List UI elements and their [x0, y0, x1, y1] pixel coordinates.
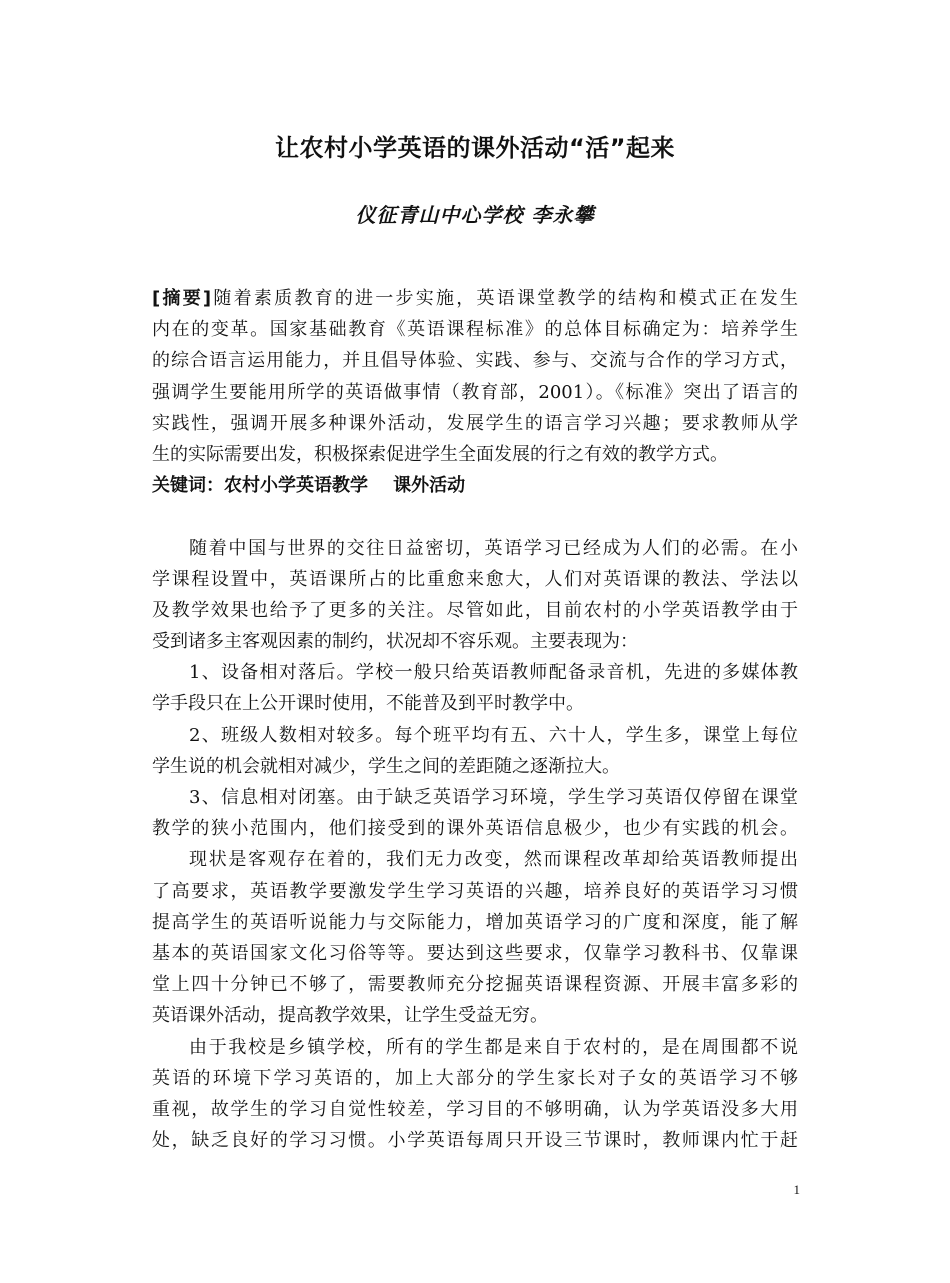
abstract-line: 强调学生要能用所学的英语做事情（教育部，2001）。《标准》突出了语言的	[152, 381, 798, 403]
list-item-line: 学手段只在上公开课时使用，不能普及到平时教学中。	[152, 693, 584, 715]
keywords-label: 关键词：	[152, 475, 224, 497]
paragraph-line: 学课程设置中，英语课所占的比重愈来愈大，人们对英语课的教法、学法以	[152, 568, 798, 590]
paragraph-line: 随着中国与世界的交往日益密切，英语学习已经成为人们的必需。在小	[189, 537, 798, 559]
paragraph-line: 处，缺乏良好的学习习惯。小学英语每周只开设三节课时，教师课内忙于赶	[152, 1130, 798, 1152]
abstract-label: [摘要]	[152, 288, 212, 309]
paragraph-line: 重视，故学生的学习自觉性较差，学习目的不够明确，认为学英语没多大用	[152, 1098, 798, 1120]
paragraph-line: 了高要求，英语教学要激发学生学习英语的兴趣，培养良好的英语学习习惯	[152, 880, 798, 902]
keywords-value: 农村小学英语教学 课外活动	[224, 475, 466, 497]
paragraph-line: 受到诸多主客观因素的制约，状况却不容乐观。主要表现为：	[152, 631, 638, 653]
keywords-line	[152, 470, 798, 501]
list-item-line: 教学的狭小范围内，他们接受到的课外英语信息极少，也少有实践的机会。	[152, 818, 798, 840]
abstract-line: 实践性，强调开展多种课外活动，发展学生的语言学习兴趣；要求教师从学	[152, 412, 798, 434]
paragraph-gap	[152, 501, 798, 532]
paragraph-line: 堂上四十分钟已不够了，需要教师充分挖掘英语课程资源、开展丰富多彩的	[152, 974, 798, 996]
paragraph-line: 现状是客观存在着的，我们无力改变，然而课程改革却给英语教师提出	[189, 849, 798, 871]
list-item-line: 3、信息相对闭塞。由于缺乏英语学习环境，学生学习英语仅停留在课堂	[189, 787, 798, 808]
paragraph-line: 提高学生的英语听说能力与交际能力，增加英语学习的广度和深度，能了解	[152, 911, 798, 933]
paragraph-line: 由于我校是乡镇学校，所有的学生都是来自于农村的，是在周围都不说	[189, 1036, 798, 1058]
list-item-line: 学生说的机会就相对减少，学生之间的差距随之逐渐拉大。	[152, 755, 620, 777]
paragraph-line: 基本的英语国家文化习俗等等。要达到这些要求，仅靠学习教科书、仅靠课	[152, 942, 798, 964]
document-title: 让农村小学英语的课外活动“活”起来	[274, 134, 676, 162]
abstract-line: 生的实际需要出发，积极探索促进学生全面发展的行之有效的教学方式。	[152, 443, 728, 465]
abstract-line: 内在的变革。国家基础教育《英语课程标准》的总体目标确定为：培养学生	[152, 319, 798, 341]
paragraph-line: 及教学效果也给予了更多的关注。尽管如此，目前农村的小学英语教学由于	[152, 599, 798, 621]
author-line: 仪征青山中心学校 李永攀	[355, 203, 595, 227]
abstract-line	[152, 283, 798, 314]
list-item-line: 1、设备相对落后。学校一般只给英语教师配备录音机，先进的多媒体教	[189, 662, 798, 684]
abstract-text: 随着素质教育的进一步实施，英语课堂教学的结构和模式正在发生	[211, 288, 799, 309]
page-number: 1	[793, 1182, 800, 1197]
list-item-line: 2、班级人数相对较多。每个班平均有五、六十人，学生多，课堂上每位	[189, 724, 798, 746]
paragraph-line: 英语课外活动，提高教学效果，让学生受益无穷。	[152, 1005, 548, 1027]
abstract-line: 的综合语言运用能力，并且倡导体验、实践、参与、交流与合作的学习方式，	[152, 350, 798, 372]
document-body	[152, 283, 798, 1156]
paragraph-line: 英语的环境下学习英语的，加上大部分的学生家长对子女的英语学习不够	[152, 1067, 798, 1089]
